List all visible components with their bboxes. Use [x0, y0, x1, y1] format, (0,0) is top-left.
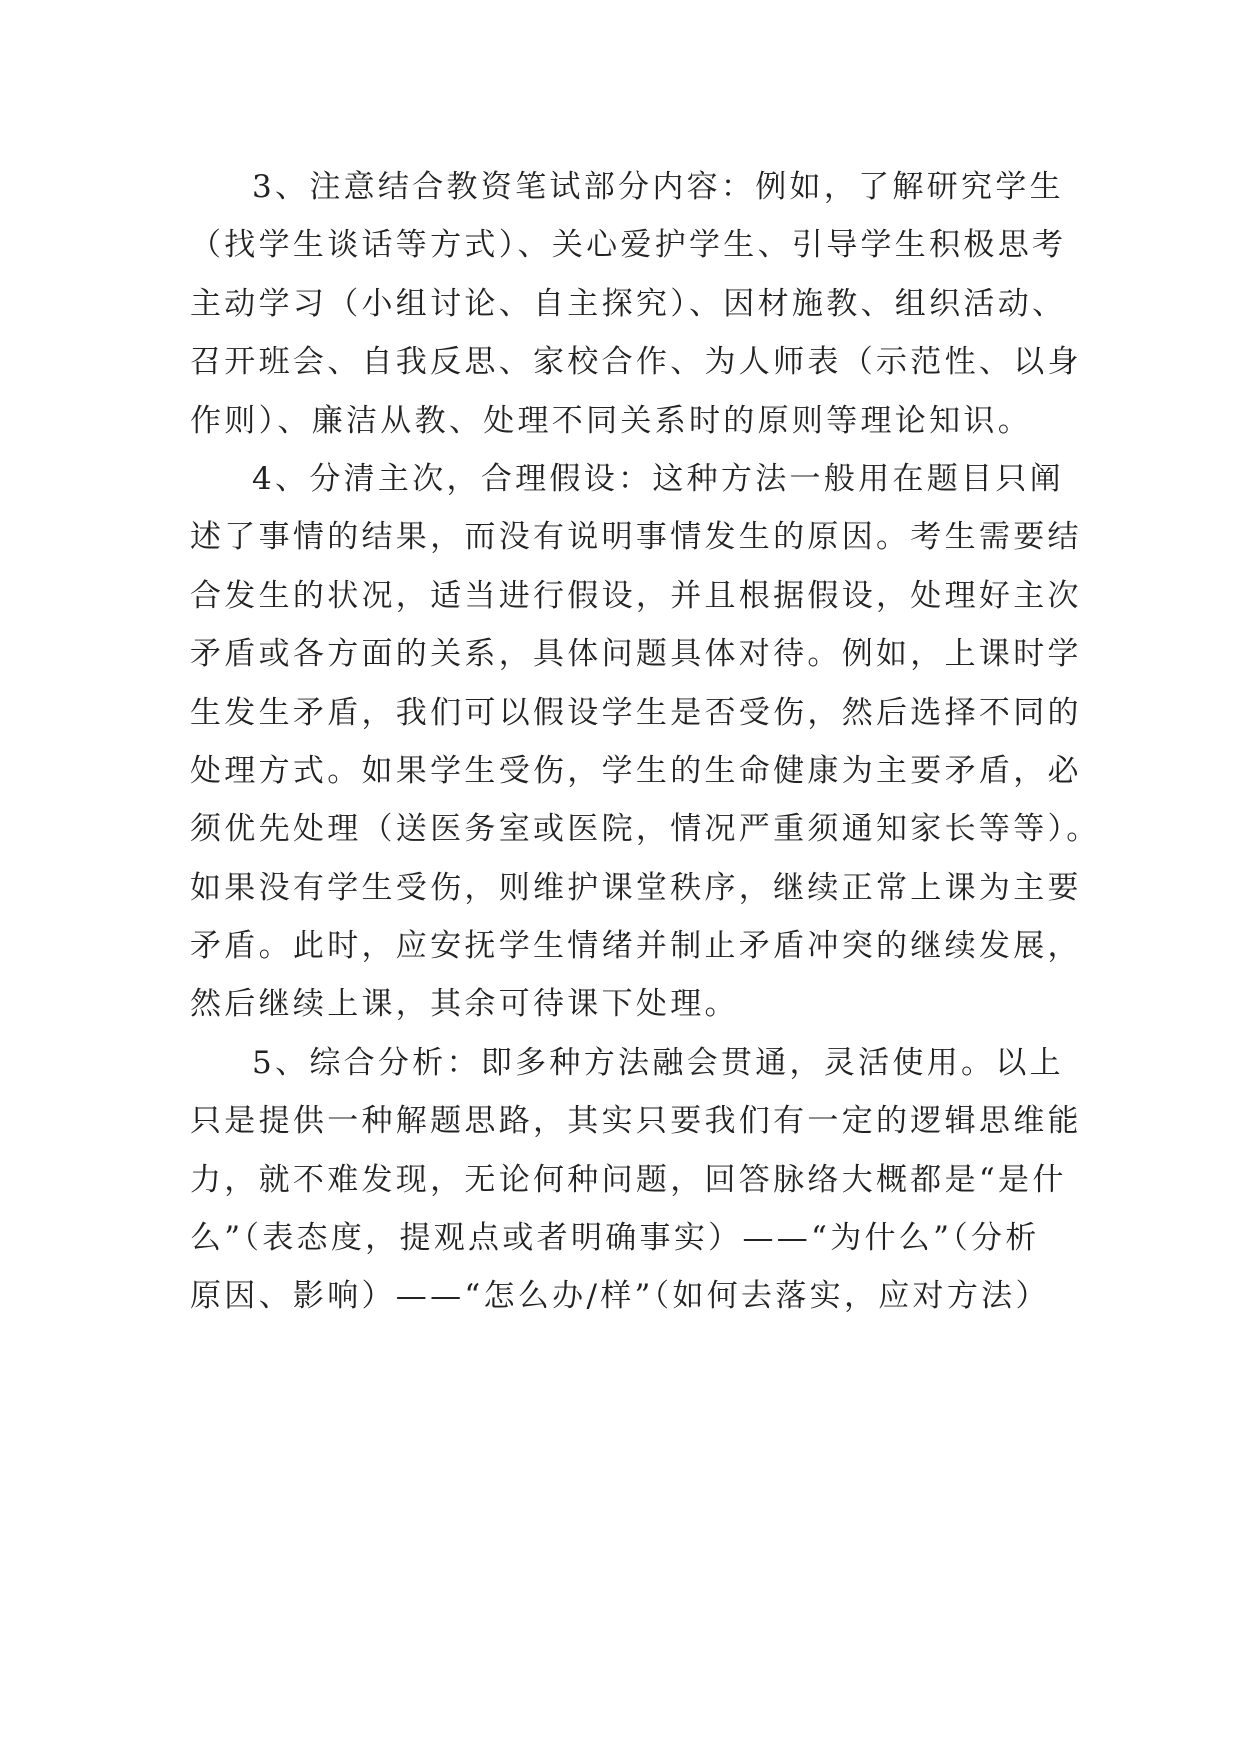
- paragraph-line: 作则）、廉洁从教、处理不同关系时的原则等理论知识。: [190, 402, 1032, 439]
- paragraph-line: 生发生矛盾，我们可以假设学生是否受伤，然后选择不同的: [190, 694, 1082, 731]
- paragraph-line: 处理方式。如果学生受伤，学生的生命健康为主要矛盾，必: [190, 752, 1082, 789]
- paragraph-line: 矛盾或各方面的关系，具体问题具体对待。例如，上课时学: [190, 636, 1082, 673]
- document-body: [190, 158, 1101, 1326]
- paragraph-line: 召开班会、自我反思、家校合作、为人师表（示范性、以身: [190, 344, 1082, 381]
- paragraph-line: 主动学习（小组讨论、自主探究）、因材施教、组织活动、: [190, 285, 1067, 322]
- paragraph-line: 3、注意结合教资笔试部分内容：例如，了解研究学生: [252, 169, 1064, 205]
- paragraph-line: （找学生谈话等方式）、关心爱护学生、引导学生积极思考: [190, 227, 1067, 264]
- paragraph-line: 力，就不难发现，无论何种问题，回答脉络大概都是“是什: [190, 1161, 1067, 1198]
- paragraph-line: 述了事情的结果，而没有说明事情发生的原因。考生需要结: [190, 519, 1082, 556]
- paragraph-line: 原因、影响）——“怎么办/样”（如何去落实，应对方法）: [190, 1278, 1050, 1315]
- paragraph-line: 如果没有学生受伤，则维护课堂秩序，继续正常上课为主要: [190, 869, 1082, 906]
- paragraph-line: 矛盾。此时，应安抚学生情绪并制止矛盾冲突的继续发展，: [190, 928, 1082, 965]
- paragraph-line: 须优先处理（送医务室或医院，情况严重须通知家长等等）。: [190, 811, 1101, 848]
- paragraph-line: 4、分清主次，合理假设：这种方法一般用在题目只阐: [252, 460, 1064, 497]
- paragraph-line: 合发生的状况，适当进行假设，并且根据假设，处理好主次: [190, 577, 1082, 614]
- paragraph-line: 么”（表态度，提观点或者明确事实）——“为什么”（分析: [190, 1220, 1040, 1257]
- paragraph-line: 5、综合分析：即多种方法融会贯通，灵活使用。以上: [252, 1044, 1064, 1081]
- paragraph-line: 然后继续上课，其余可待课下处理。: [190, 986, 739, 1023]
- paragraph-5: [190, 1034, 1082, 1326]
- paragraph-line: 只是提供一种解题思路，其实只要我们有一定的逻辑思维能: [190, 1103, 1082, 1140]
- paragraph-4: [190, 450, 1101, 1034]
- paragraph-3: [190, 158, 1082, 450]
